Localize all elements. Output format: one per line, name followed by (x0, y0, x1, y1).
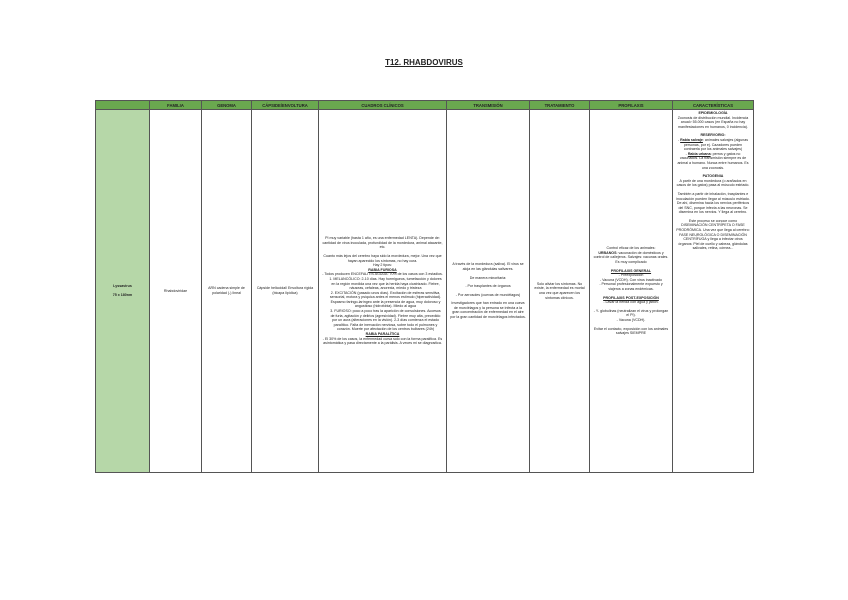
patogenia-3: Este proceso se conoce como DISEMINACIÓN CENTRÍPETA O FASE PRODRÓMICA. Una vez que llega al cerebro: FASE NEUROLÓGICA O DISEMINACIÓN CENTRÍFUGA y llega a infectar otros órganos: Piel de cuello y cabeza, glándulas salivales, retina, córnea... (676, 218, 750, 251)
header-profilaxis: PROFILAXIS (590, 101, 673, 110)
rabia-paralitica-desc: - El 30% de los casos, la enfermedad cursa solo con la forma paralítica. Es asintomática y pasa directamente a la parálisis. A veces mi se diagnostica. (322, 336, 443, 346)
profilaxis-control: Control eficaz de los animales: (606, 246, 656, 251)
stage-excitacion: 2. EXCITACIÓN (pasado unos días). Excitación de esferas sensitiva, sensorial, motora y psíquica antes el menos estímulo (hiperactividad). Espasmo faringo-laríngeo ante la presencia de agua, muy doloroso y angustioso (hidrofobia). Miedo al agua (329, 290, 442, 309)
urbanos-label: URBANOS (598, 250, 617, 255)
transmision-organos: - Por trasplantes de órganos (465, 284, 511, 289)
reservorio-title: RESERVORIO: (700, 133, 726, 138)
patogenia-title: PATOGENIA (702, 174, 724, 179)
rabia-furiosa-title: RABIA FURIOSA (368, 267, 397, 272)
salvaje-text: : animales salvajes (algunas personas, por ej. Cazadores pueden contraerla por los animales salvajes) (683, 137, 749, 152)
summary-table (95, 100, 754, 473)
transmision-main: A través de la mordedura (saliva). El virus se aloja en las glándulas salivares. (452, 262, 524, 271)
transmision-investigadores: Investigadores que han entrado en una cueva de murciélagos y la persona se infecta a la gran concentración de enfermedad en el aire por la gran cantidad de murciélagos infectados. (450, 301, 526, 320)
tratamiento-cell: Solo aliviar los síntomas. No existe, la enfermedad es mortal una vez que aparecen los síntomas clínicos. (530, 110, 590, 473)
header-caracteristicas: CARACTERÍSTICAS (673, 101, 754, 110)
species-cell (96, 110, 150, 473)
profilaxis-general-2: - Vacuna (VCDH). Con virus inactivado (599, 277, 663, 282)
rabia-furiosa-desc: - Todos producen ENCEFALITIS AGUDA: 70% de los casos con 3 estadios. (322, 272, 443, 277)
transmision-cell (447, 110, 530, 473)
transmision-aerosoles: - Por aerosoles (cuevas de murciélagos) (455, 292, 521, 297)
profilaxis-post-4: Evitar el contacto, exposición con los animales salvajes SIEMPRE (593, 326, 669, 336)
genoma-cell: ARN cadena simple de polaridad (-) lineal (202, 110, 252, 473)
document-title: T12. RHABDOVIRUS (385, 58, 463, 67)
header-tratamiento: TRATAMIENTO (530, 101, 590, 110)
clinicos-intro2: Cuanto más lejos del cerebro haya sido la mordedura, mejor. Una vez que hayan aparecido los síntomas, no hay cura. (323, 253, 442, 263)
clinicos-types: Hay 2 tipos: (373, 263, 392, 268)
stage-furioso: 3. FURIOSO: poco a poco tras la aparición de convulsiones. Accesos de furia, agitación y delirios (agresividad). Fiebre muy alta, precedido por un aura (alteraciones en la visión). 2-3 días comienza el estado paralítico. Falta de inervación nerviosa, sobre todo el pulmones y corazón. Muerte por afectación de los centros bulbares (24h) (330, 309, 441, 332)
profilaxis-post-3: - Vacuna (VCDH). (616, 317, 646, 322)
clinicos-intro: PI muy variable (hasta 1 año, es una enfermedad LENTA). Depende de: cantidad de virus inoculada, profundidad de la mordedura, animal atacante, etc. (322, 236, 443, 250)
profilaxis-post-1: - Lavar la herida con agua y jabón. (603, 300, 659, 305)
rabia-salvaje: - Rabia salvaje: animales salvajes (algunas personas, por ej. Cazadores pueden contraerla por los animales salvajes) (677, 137, 749, 152)
header-empty (96, 101, 150, 110)
caracteristicas-cell (673, 110, 754, 473)
header-genoma: GENOMA (202, 101, 252, 110)
urbana-text: : perros y gatos no vacunados. La transmisión siempre es de animal a humano. Nunca entre humanos. Es una zoonosis. (677, 151, 749, 170)
profilaxis-post-title: PROFILAXIS POST-EXPOSICIÓN (603, 295, 659, 300)
patogenia-1: A partir de una mordedura (o arañados en casos de los gatos) pasa al músculo estriado. (676, 178, 750, 188)
species-size: 75 x 180nm (112, 293, 133, 297)
familia-cell: Rhabdoviridae (150, 110, 202, 473)
profilaxis-urbanos (593, 251, 669, 265)
profilaxis-cell (590, 110, 673, 473)
header-capside: CÁPSIDE/ENVOLTURA (252, 101, 319, 110)
header-familia: FAMILIA (150, 101, 202, 110)
capside-cell: Cápside helicoidal/ Envoltura rígida (bicapa lipídica) (252, 110, 319, 473)
transmision-minor: De manera minoritaria: (469, 275, 507, 280)
species-name: Lyssavirus (113, 284, 132, 289)
epidemiologia-title: EPIDEMIOLOGÍA (698, 111, 728, 115)
profilaxis-general-3: - Personal profesionalmente expuesto y viajeros a zonas endémicas. (599, 282, 663, 291)
patogenia-2: También a partir de inhalación, trasplantes e inoculación pueden llegar al músculo estriado. De ahí, disemina hacia los nervios periféricos del SNC, porque infecta a las neuronas. Se disemina en los nervios. Y llega al cerebro. (676, 191, 750, 215)
clinicos-cell (319, 110, 447, 473)
urbana-label: Rabia urbana (687, 151, 711, 156)
profilaxis-general-title: PROFILAXIS GENERAL (610, 268, 652, 273)
profilaxis-general-1: - Preexposición (618, 273, 644, 278)
stage-melancolico: 1. MELANCÓLICO: 2-10 días. Hay hormigueos, tumefacción y dolores en la región mordida una vez que la herida haya cicatrizado. Fiebre, náuseas, cefaleas, anorexia, miedo y tristeza (329, 276, 442, 291)
rabia-paralitica-title: RABIA PARALÍTICA (365, 332, 400, 337)
rabia-urbana: - Rabia urbana: perros y gatos no vacunados. La transmisión siempre es de animal a humano. Nunca entre humanos. Es una zoonosis. (677, 151, 749, 170)
table-row (96, 110, 754, 473)
profilaxis-post-2: - Y- globulinas (neutralizan el virus y prolongan el PI). (593, 308, 669, 318)
salvaje-label: Rabia salvaje (680, 137, 703, 142)
epidemiologia-text: Zoonosis de distribución mundial. Incidencia anual> 55.000 casos (en España no hay manifestaciones en humanos, 0 incidencia). (677, 115, 749, 129)
header-cuadros-clinicos: CUADROS CLÍNICOS (319, 101, 447, 110)
urbanos-text: : vacunación de domésticos y control de callejeros. Salvajes: vacunas orales. Es muy complicado (593, 250, 669, 265)
header-row (96, 101, 754, 110)
header-transmision: TRANSMISIÓN (447, 101, 530, 110)
